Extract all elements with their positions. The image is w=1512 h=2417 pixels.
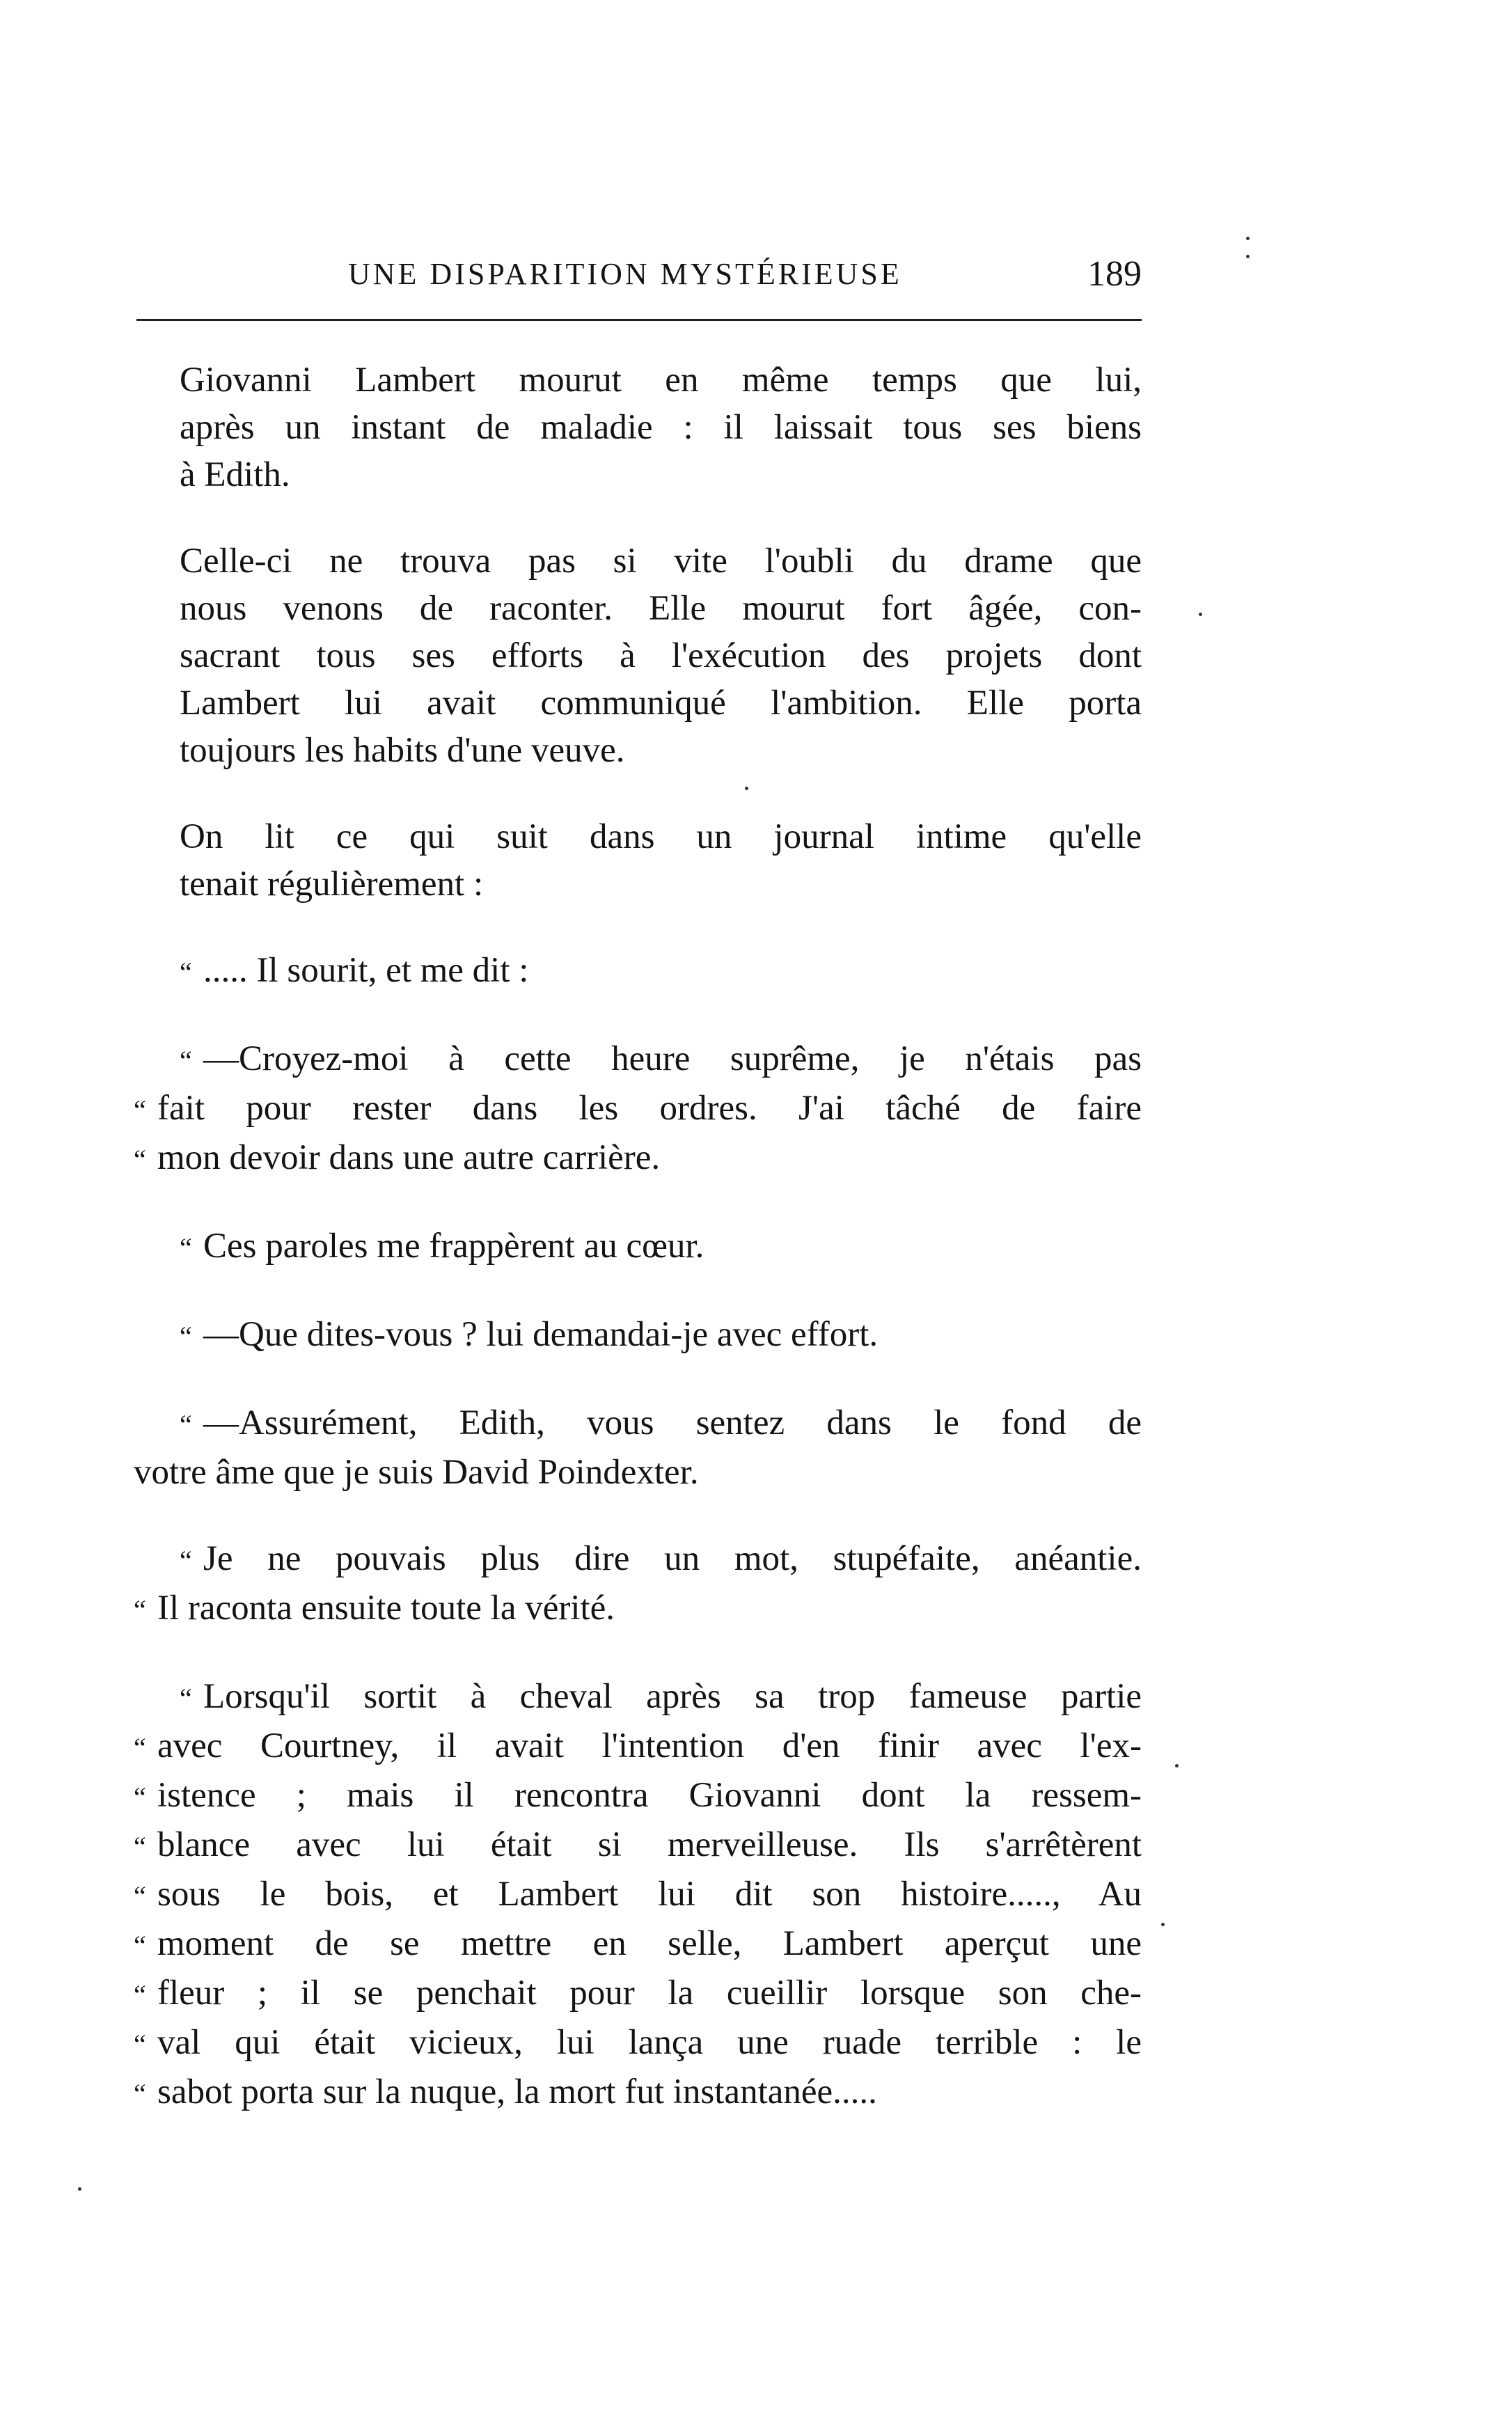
quote-text: val qui était vicieux, lui lança une ruade terrible : le — [157, 2023, 1142, 2062]
quote-text: votre âme que je suis David Poindexter. — [134, 1453, 699, 1492]
quote-text: Lorsqu'il sortit à cheval après sa trop fameuse partie — [203, 1677, 1142, 1716]
quote-line — [134, 1772, 1142, 1821]
page-number: 189 — [1087, 254, 1142, 294]
journal-quote — [134, 1222, 1142, 1272]
journal-quote — [134, 1535, 1142, 1634]
quote-line — [134, 1035, 1142, 1085]
quote-mark: “ — [180, 1232, 192, 1263]
quote-text: istence ; mais il rencontra Giovanni dont la ressem- — [157, 1776, 1142, 1815]
margin-speck — [1246, 255, 1250, 258]
margin-speck — [1161, 1923, 1165, 1926]
quote-mark: “ — [134, 2029, 146, 2060]
running-head — [132, 256, 1149, 298]
margin-speck — [745, 787, 748, 790]
quote-text: sous le bois, et Lambert lui dit son histoire....., Au — [157, 1875, 1142, 1914]
quote-line — [134, 1871, 1142, 1920]
quote-mark: “ — [180, 956, 192, 988]
quote-mark: “ — [134, 1930, 146, 1961]
quote-line — [134, 947, 1142, 996]
quote-mark: “ — [134, 1732, 146, 1763]
quote-line — [134, 1222, 1142, 1272]
quote-line — [134, 2019, 1142, 2068]
text-line: à Edith. — [180, 455, 290, 494]
text-line: sacrant tous ses efforts à l'exécution des projets dont — [180, 636, 1142, 675]
text-line: nous venons de raconter. Elle mourut fort âgée, con- — [180, 589, 1142, 628]
quote-mark: “ — [134, 1781, 146, 1813]
quote-line — [134, 1399, 1142, 1449]
margin-speck — [1175, 1764, 1179, 1768]
quote-mark: “ — [180, 1321, 192, 1352]
quote-mark: “ — [134, 1979, 146, 2010]
text-line: après un instant de maladie : il laissait tous ses biens — [180, 408, 1142, 447]
text-line: tenait régulièrement : — [180, 865, 484, 904]
quote-mark: “ — [134, 1594, 146, 1625]
quote-text: —Assurément, Edith, vous sentez dans le fond de — [203, 1403, 1142, 1442]
quote-line — [134, 2068, 1142, 2118]
text-line: On lit ce qui suit dans un journal intime qu'elle — [180, 817, 1142, 856]
quote-line — [134, 1920, 1142, 1969]
quote-text: ..... Il sourit, et me dit : — [203, 951, 529, 990]
quote-mark: “ — [134, 2078, 146, 2109]
quote-text: avec Courtney, il avait l'intention d'en finir avec l'ex- — [157, 1726, 1142, 1765]
journal-quote — [134, 1399, 1142, 1496]
quote-line — [134, 1449, 1142, 1496]
running-title: UNE DISPARITION MYSTÉRIEUSE — [348, 257, 902, 291]
quote-mark: “ — [134, 1144, 146, 1175]
quote-text: moment de se mettre en selle, Lambert aperçut une — [157, 1924, 1142, 1963]
text-line: Celle-ci ne trouva pas si vite l'oubli du drame que — [180, 542, 1142, 581]
quote-mark: “ — [134, 1880, 146, 1912]
quote-text: fait pour rester dans les ordres. J'ai tâché de faire — [157, 1089, 1142, 1128]
text-line: Lambert lui avait communiqué l'ambition. Elle porta — [180, 684, 1142, 723]
paragraph — [134, 813, 1142, 908]
quote-text: Ces paroles me frappèrent au cœur. — [203, 1227, 704, 1266]
quote-mark: “ — [180, 1545, 192, 1576]
journal-quote — [134, 1035, 1142, 1183]
quote-line — [134, 1134, 1142, 1183]
quote-text: Il raconta ensuite toute la vérité. — [157, 1589, 615, 1628]
journal-quote — [134, 1311, 1142, 1360]
header-rule — [136, 319, 1142, 321]
quote-mark: “ — [180, 1683, 192, 1714]
quote-text: Je ne pouvais plus dire un mot, stupéfaite, anéantie. — [203, 1539, 1142, 1578]
quote-line — [134, 1584, 1142, 1634]
text-line: toujours les habits d'une veuve. — [180, 731, 625, 770]
quote-text: fleur ; il se penchait pour la cueillir lorsque son che- — [157, 1974, 1142, 2013]
paragraph — [134, 356, 1142, 498]
quote-line — [134, 1969, 1142, 2019]
quote-text: —Croyez-moi à cette heure suprême, je n'étais pas — [203, 1039, 1142, 1078]
quote-line — [134, 1085, 1142, 1134]
journal-quote — [134, 947, 1142, 996]
margin-speck — [1199, 613, 1202, 616]
quote-mark: “ — [134, 1831, 146, 1862]
quote-line — [134, 1673, 1142, 1722]
quote-mark: “ — [180, 1409, 192, 1440]
paragraph — [134, 537, 1142, 774]
quote-text: —Que dites-vous ? lui demandai-je avec effort. — [203, 1315, 879, 1354]
quote-line — [134, 1535, 1142, 1584]
quote-mark: “ — [134, 1094, 146, 1126]
quote-line — [134, 1722, 1142, 1772]
journal-quote — [134, 1673, 1142, 2118]
quote-line — [134, 1311, 1142, 1360]
body-text — [134, 356, 1142, 2157]
quote-text: blance avec lui était si merveilleuse. Ils s'arrêtèrent — [157, 1825, 1142, 1864]
quote-text: sabot porta sur la nuque, la mort fut instantanée..... — [157, 2072, 877, 2111]
quote-text: mon devoir dans une autre carrière. — [157, 1138, 661, 1177]
margin-speck — [78, 2187, 81, 2191]
text-line: Giovanni Lambert mourut en même temps que lui, — [180, 361, 1142, 400]
margin-speck — [1246, 237, 1250, 240]
quote-mark: “ — [180, 1045, 192, 1076]
quote-line — [134, 1821, 1142, 1871]
